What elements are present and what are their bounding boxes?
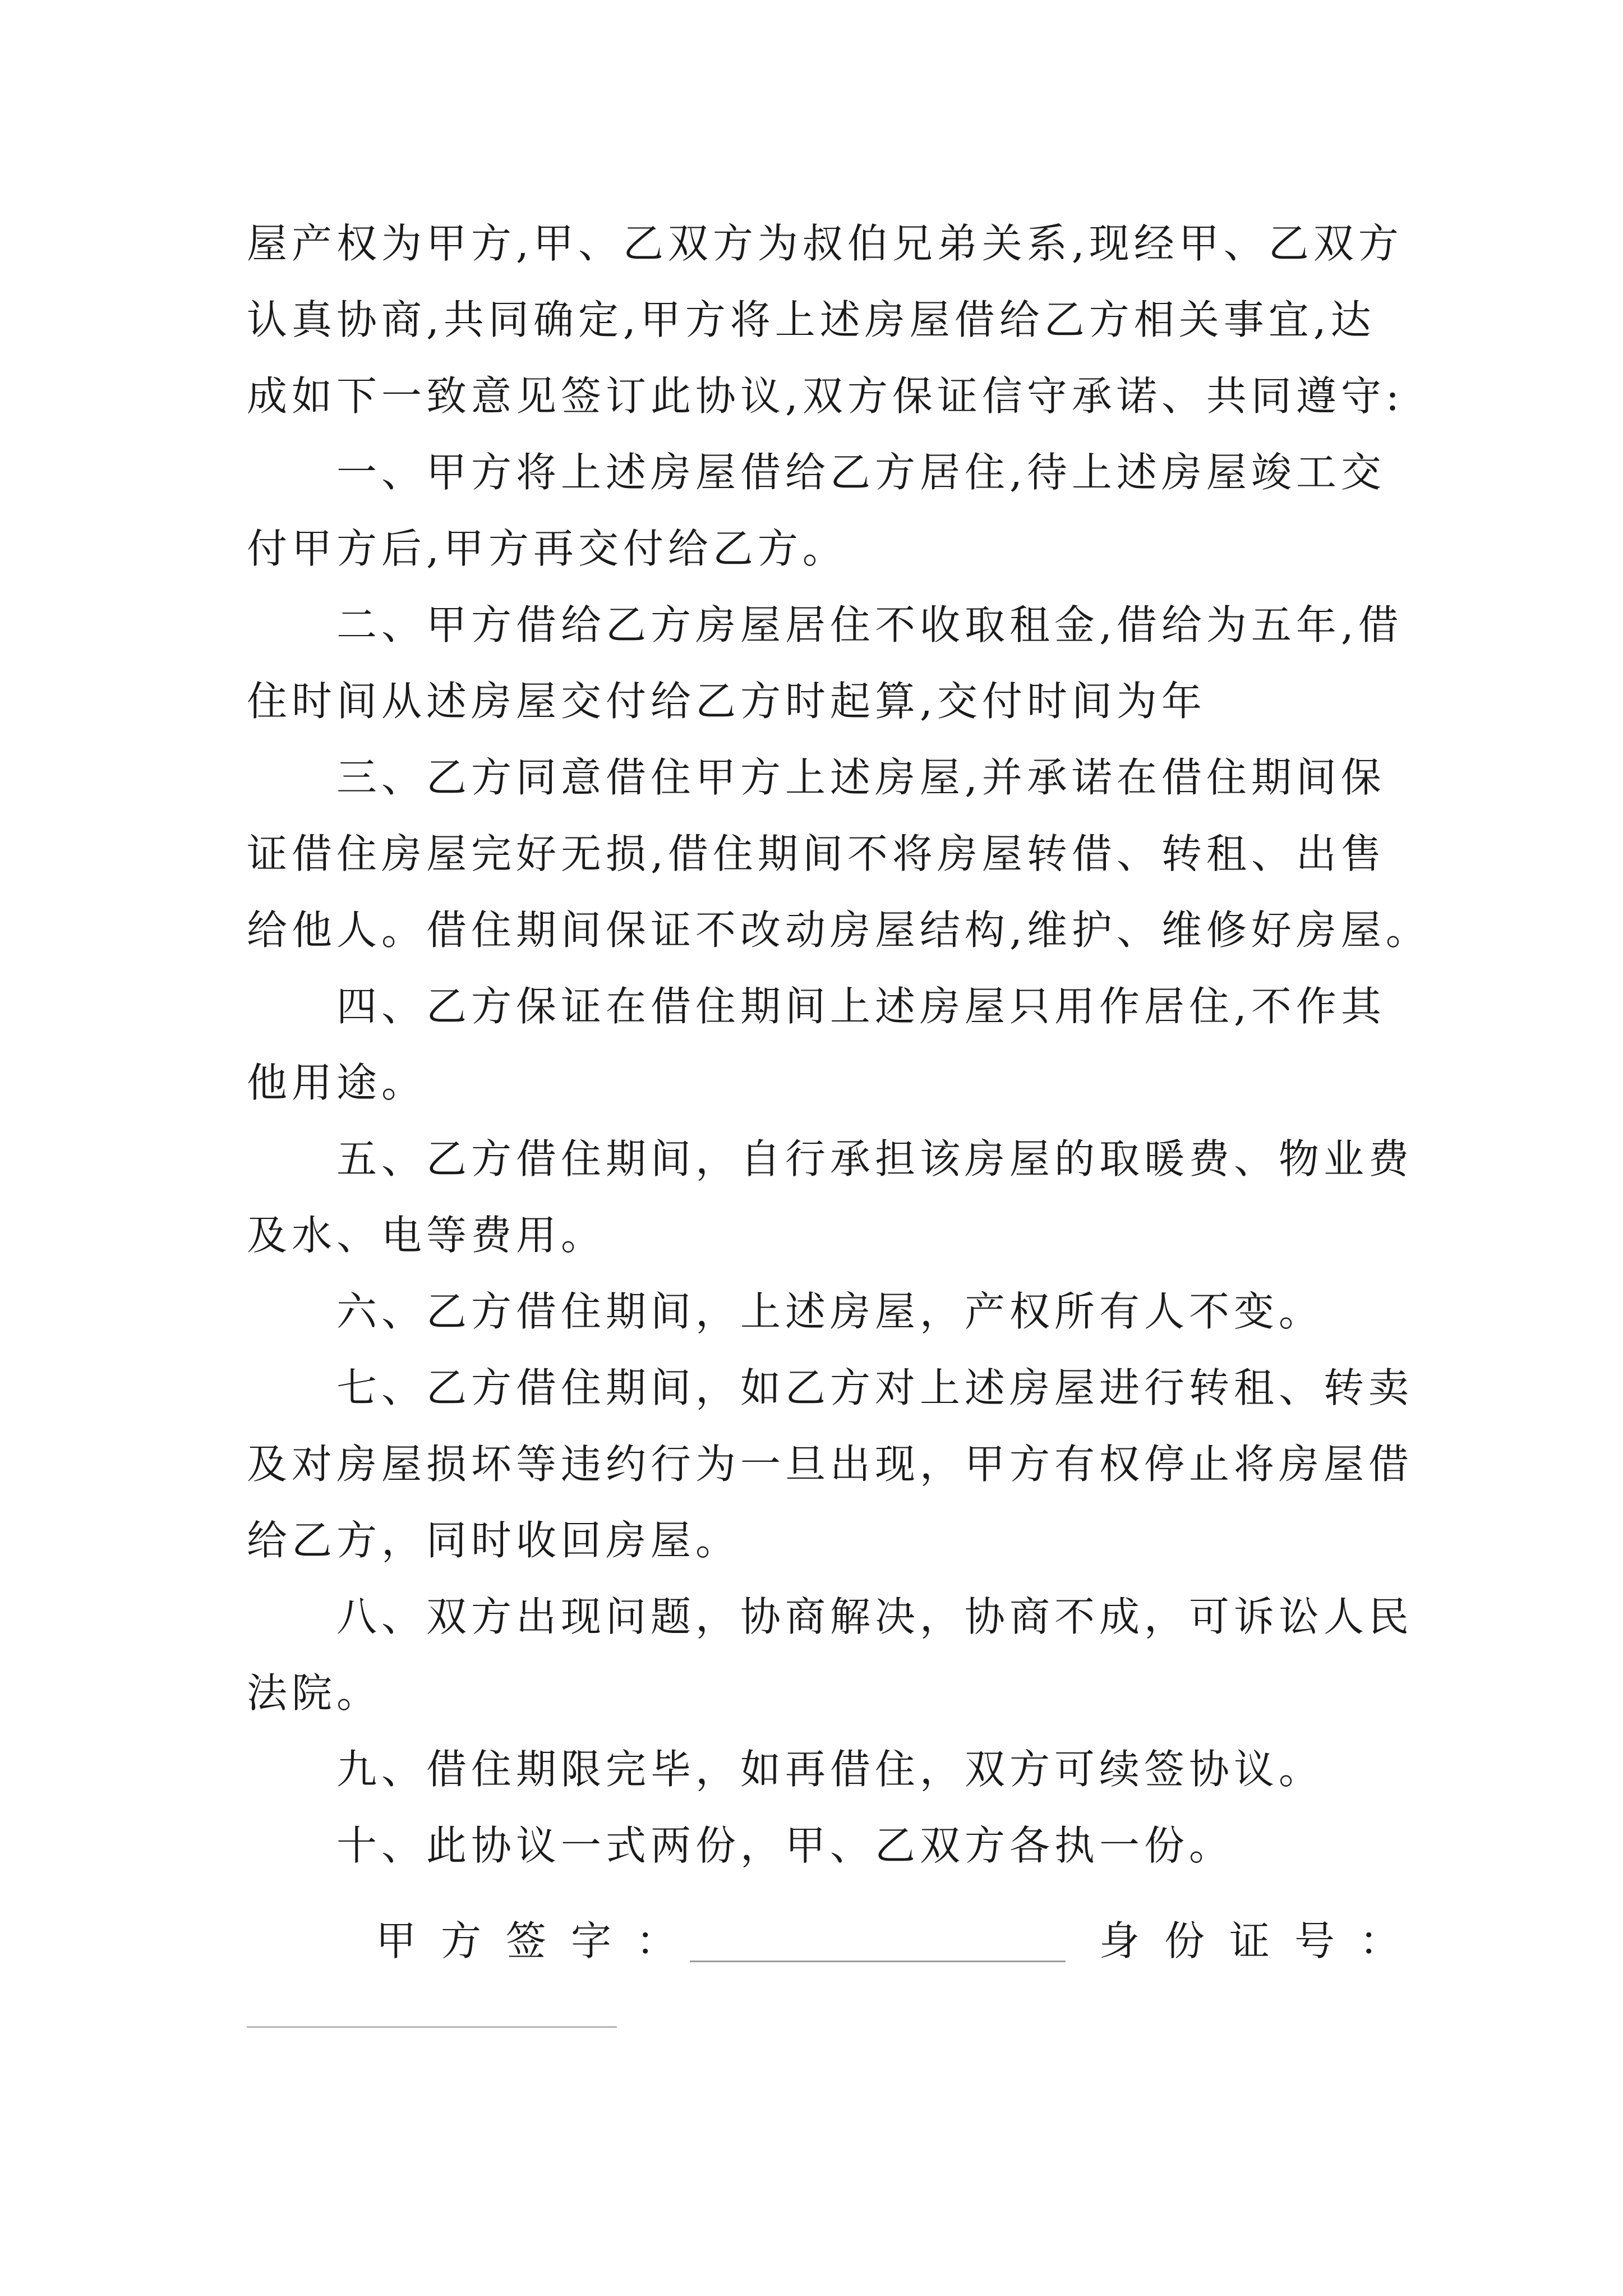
- id-number-label: 身份证号：: [1099, 1917, 1425, 1964]
- clause-4-line-1: 四、乙方保证在借住期间上述房屋只用作居住,不作其: [336, 983, 1386, 1030]
- party-a-signature-label: 甲方签字：: [376, 1917, 702, 1964]
- text-line: 成如下一致意见签订此协议,双方保证信守承诺、共同遵守:: [247, 372, 1404, 420]
- clause-8-line-2: 法院。: [247, 1669, 382, 1717]
- clause-9-line-1: 九、借住期限完毕，如再借住，双方可续签协议。: [336, 1746, 1324, 1793]
- id-number-blank: [247, 2026, 617, 2028]
- text-line: 屋产权为甲方,甲、乙双方为叔伯兄弟关系,现经甲、乙双方: [247, 220, 1403, 267]
- clause-1-line-2: 付甲方后,甲方再交付给乙方。: [247, 525, 847, 572]
- clause-1-line-1: 一、甲方将上述房屋借给乙方居住,待上述房屋竣工交: [336, 449, 1386, 496]
- party-a-signature-blank: [690, 1961, 1066, 1962]
- clause-7-line-2: 及对房屋损坏等违约行为一旦出现，甲方有权停止将房屋借: [247, 1441, 1414, 1488]
- signature-row: [247, 1907, 1425, 1975]
- clause-4-line-2: 他用途。: [247, 1059, 427, 1106]
- clause-2-line-1: 二、甲方借给乙方房屋居住不收取租金,借给为五年,借: [336, 601, 1403, 648]
- clause-6-line-1: 六、乙方借住期间，上述房屋，产权所有人不变。: [336, 1288, 1324, 1335]
- clause-3-line-1: 三、乙方同意借住甲方上述房屋,并承诺在借住期间保: [336, 754, 1386, 801]
- clause-3-line-3: 给他人。借住期间保证不改动房屋结构,维护、维修好房屋。: [247, 907, 1431, 954]
- clause-2-line-2: 住时间从述房屋交付给乙方时起算,交付时间为年: [247, 678, 1206, 725]
- clause-7-line-3: 给乙方，同时收回房屋。: [247, 1517, 741, 1564]
- clause-3-line-2: 证借住房屋完好无损,借住期间不将房屋转借、转租、出售: [247, 830, 1386, 877]
- clause-10-line-1: 十、此协议一式两份，甲、乙双方各执一份。: [336, 1822, 1234, 1869]
- clause-8-line-1: 八、双方出现问题，协商解决，协商不成，可诉讼人民: [336, 1593, 1414, 1640]
- clause-7-line-1: 七、乙方借住期间，如乙方对上述房屋进行转租、转卖: [336, 1364, 1414, 1411]
- text-line: 认真协商,共同确定,甲方将上述房屋借给乙方相关事宜,达: [247, 296, 1376, 343]
- clause-5-line-2: 及水、电等费用。: [247, 1212, 606, 1259]
- clause-5-line-1: 五、乙方借住期间，自行承担该房屋的取暖费、物业费: [336, 1135, 1414, 1182]
